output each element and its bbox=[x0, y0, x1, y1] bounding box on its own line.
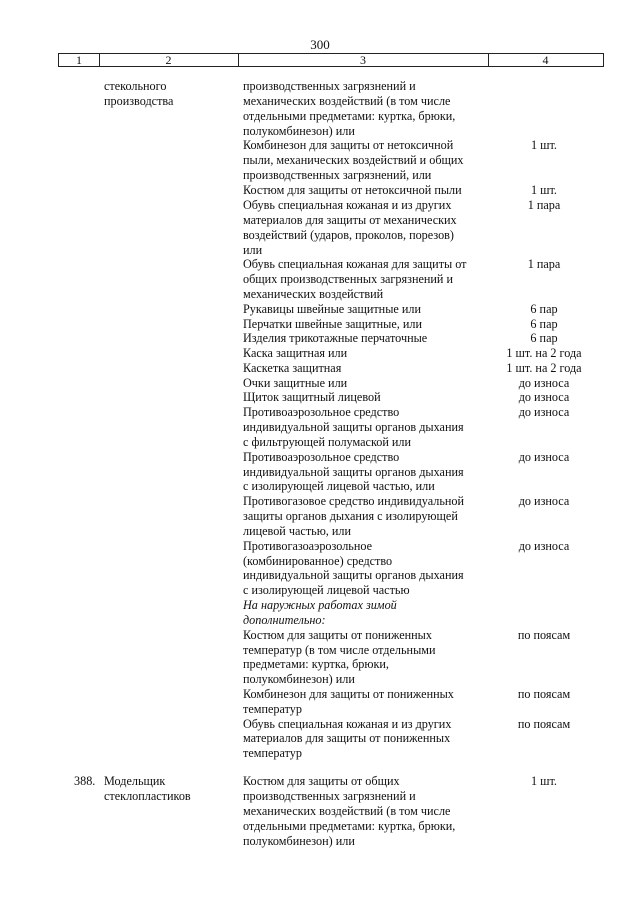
item-line: с изолирующей лицевой частью, или bbox=[243, 479, 435, 493]
item-line: температур bbox=[243, 702, 302, 716]
norm-value: по поясам bbox=[517, 717, 571, 731]
header-col-3: 3 bbox=[360, 53, 366, 67]
item-line: Рукавицы швейные защитные или bbox=[243, 302, 421, 316]
item-line: полукомбинезон) или bbox=[243, 672, 355, 686]
section-subheading: дополнительно: bbox=[243, 613, 326, 627]
item-line: Комбинезон для защиты от пониженных bbox=[243, 687, 454, 701]
item-line: температур (в том числе отдельными bbox=[243, 643, 436, 657]
item-line: Перчатки швейные защитные, или bbox=[243, 317, 423, 331]
item-line: индивидуальной защиты органов дыхания bbox=[243, 420, 464, 434]
norm-value: по поясам bbox=[517, 628, 571, 642]
item-line: материалов для защиты от механических bbox=[243, 213, 457, 227]
norm-value: 1 шт. bbox=[531, 138, 557, 152]
norm-value: 1 шт. на 2 года bbox=[506, 346, 582, 360]
norm-value: 1 пара bbox=[527, 257, 561, 271]
item-line: производственных загрязнений, или bbox=[243, 168, 432, 182]
item-line: Противоаэрозольное средство bbox=[243, 405, 400, 419]
item-line: Костюм для защиты от нетоксичной пыли bbox=[243, 183, 462, 197]
item-line: Комбинезон для защиты от нетоксичной bbox=[243, 138, 454, 152]
item-line: Обувь специальная кожаная и из других bbox=[243, 198, 452, 212]
item-line: Каскетка защитная bbox=[243, 361, 342, 375]
page-number: 300 bbox=[310, 37, 330, 52]
norm-value: до износа bbox=[518, 376, 570, 390]
profession-line: Модельщик bbox=[104, 774, 166, 788]
item-line: производственных загрязнений и bbox=[243, 79, 416, 93]
norm-value: 1 шт. на 2 года bbox=[506, 361, 582, 375]
norm-value: до износа bbox=[518, 539, 570, 553]
item-line: Обувь специальная кожаная и из других bbox=[243, 717, 452, 731]
item-line: пыли, механических воздействий и общих bbox=[243, 153, 464, 167]
item-line: отдельными предметами: куртка, брюки, bbox=[243, 819, 456, 833]
item-line: Костюм для защиты от общих bbox=[243, 774, 400, 788]
item-line: механических воздействий (в том числе bbox=[243, 94, 451, 108]
norm-value: 6 пар bbox=[530, 302, 558, 316]
norm-value: 6 пар bbox=[530, 317, 558, 331]
table-header bbox=[58, 53, 604, 67]
item-line: Противогазовое средство индивидуальной bbox=[243, 494, 465, 508]
norm-value: до износа bbox=[518, 450, 570, 464]
item-line: предметами: куртка, брюки, bbox=[243, 657, 389, 671]
item-line: воздействий (ударов, проколов, порезов) bbox=[243, 228, 454, 242]
item-line: защиты органов дыхания с изолирующей bbox=[243, 509, 458, 523]
item-line: с изолирующей лицевой частью bbox=[243, 583, 410, 597]
header-col-2: 2 bbox=[165, 53, 172, 67]
item-line: Костюм для защиты от пониженных bbox=[243, 628, 432, 642]
entry-number: 388. bbox=[74, 774, 96, 788]
norm-value: по поясам bbox=[517, 687, 571, 701]
item-line: Противоаэрозольное средство bbox=[243, 450, 400, 464]
norm-value: до износа bbox=[518, 494, 570, 508]
norm-value: до износа bbox=[518, 405, 570, 419]
section-subheading: На наружных работах зимой bbox=[243, 598, 397, 612]
item-line: Очки защитные или bbox=[243, 376, 348, 390]
norm-value: 1 шт. bbox=[531, 183, 557, 197]
item-line: Щиток защитный лицевой bbox=[243, 390, 381, 404]
item-line: материалов для защиты от пониженных bbox=[243, 731, 451, 745]
item-line: (комбинированное) средство bbox=[243, 554, 393, 568]
norm-value: до износа bbox=[518, 390, 570, 404]
item-line: механических воздействий (в том числе bbox=[243, 804, 451, 818]
norm-value: 1 пара bbox=[527, 198, 561, 212]
item-line: или bbox=[243, 243, 263, 257]
item-line: отдельными предметами: куртка, брюки, bbox=[243, 109, 456, 123]
item-line: температур bbox=[243, 746, 302, 760]
profession-line: стеклопластиков bbox=[104, 789, 191, 803]
item-line: полукомбинезон) или bbox=[243, 834, 355, 848]
item-line: Изделия трикотажные перчаточные bbox=[243, 331, 428, 345]
profession-line: стекольного bbox=[104, 79, 167, 93]
item-line: индивидуальной защиты органов дыхания bbox=[243, 465, 464, 479]
norm-value: 6 пар bbox=[530, 331, 558, 345]
item-line: Обувь специальная кожаная для защиты от bbox=[243, 257, 467, 271]
profession-line: производства bbox=[104, 94, 174, 108]
header-col-4: 4 bbox=[542, 53, 549, 67]
item-line: механических воздействий bbox=[243, 287, 384, 301]
item-line: полукомбинезон) или bbox=[243, 124, 355, 138]
item-line: Каска защитная или bbox=[243, 346, 348, 360]
item-line: индивидуальной защиты органов дыхания bbox=[243, 568, 464, 582]
header-col-1: 1 bbox=[76, 53, 82, 67]
norm-value: 1 шт. bbox=[531, 774, 557, 788]
item-line: Противогазоаэрозольное bbox=[243, 539, 373, 553]
item-line: производственных загрязнений и bbox=[243, 789, 416, 803]
item-line: с фильтрующей полумаской или bbox=[243, 435, 412, 449]
item-line: общих производственных загрязнений и bbox=[243, 272, 454, 286]
item-line: лицевой частью, или bbox=[243, 524, 352, 538]
